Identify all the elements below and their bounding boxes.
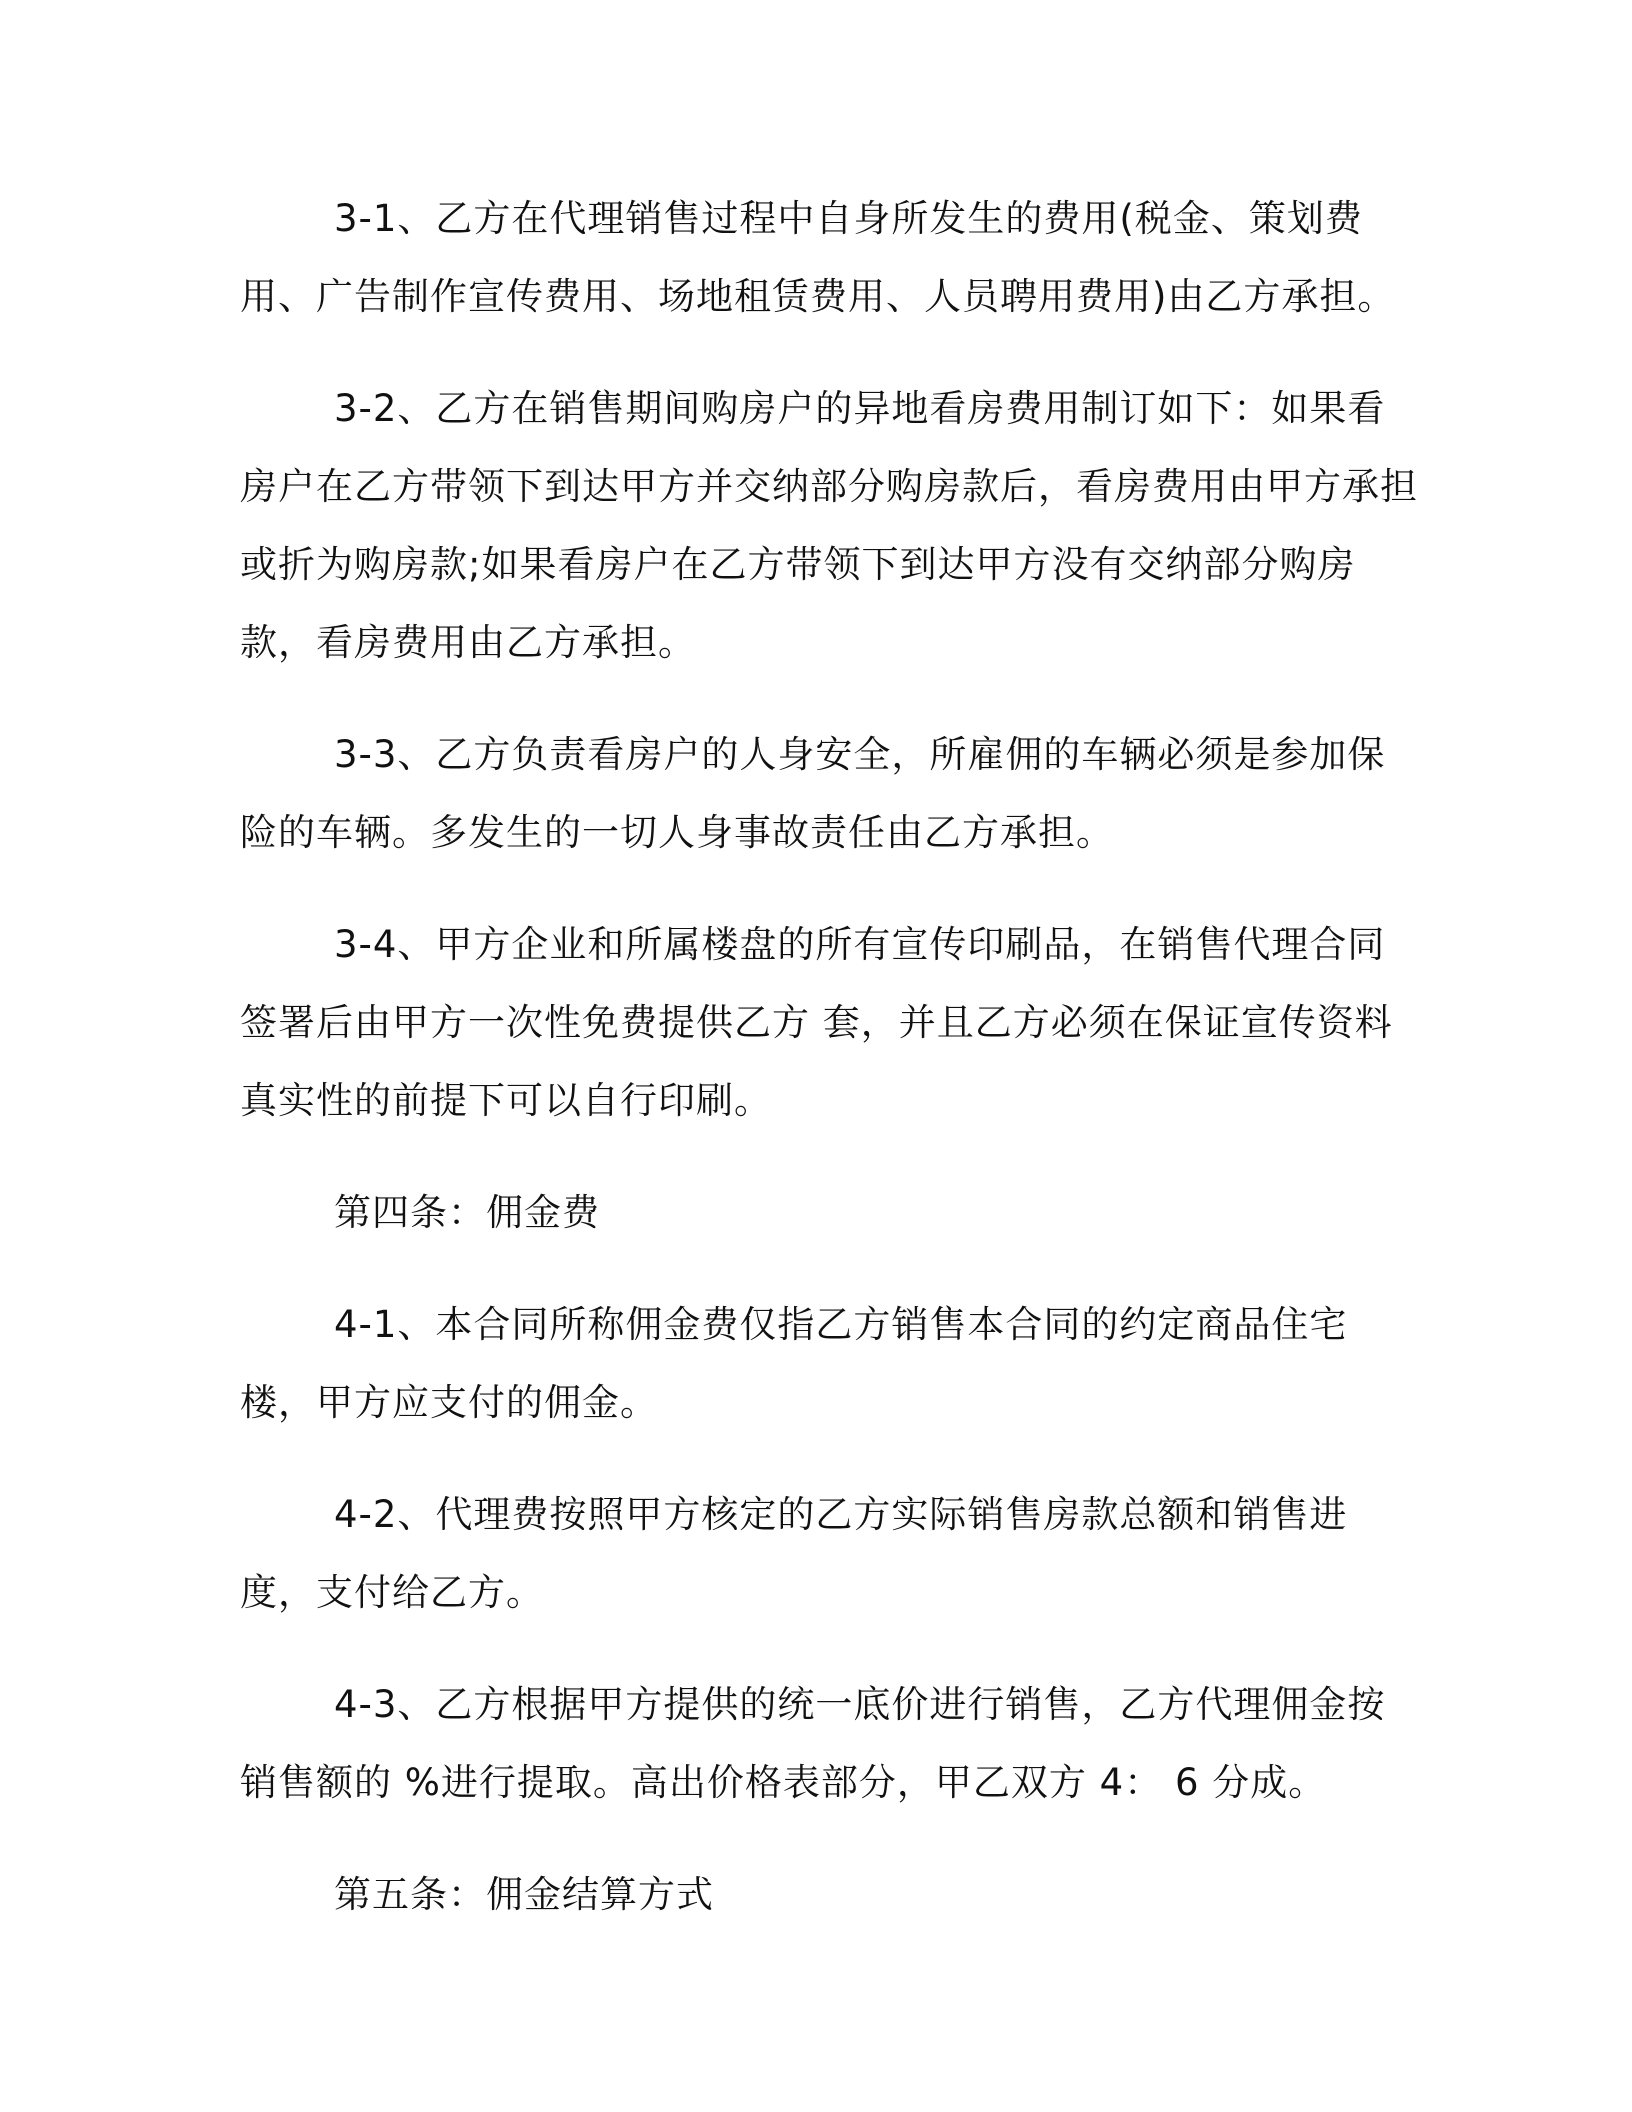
clause-3-1: 3-1、乙方在代理销售过程中自身所发生的费用(税金、策划费用、广告制作宣传费用、场地租赁费用、人员聘用费用)由乙方承担。 [240, 197, 1396, 318]
section-5-heading: 第五条：佣金结算方式 [334, 1873, 714, 1916]
clause-3-2: 3-2、乙方在销售期间购房户的异地看房费用制订如下：如果看房户在乙方带领下到达甲方并交纳部分购房款后，看房费用由甲方承担或折为购房款;如果看房户在乙方带领下到达甲方没有交纳部分购房款，看房费用由乙方承担。 [240, 387, 1418, 664]
clause-4-3: 4-3、乙方根据甲方提供的统一底价进行销售，乙方代理佣金按销售额的 %进行提取。高出价格表部分，甲乙双方 4： 6 分成。 [240, 1683, 1386, 1804]
clause-4-2: 4-2、代理费按照甲方核定的乙方实际销售房款总额和销售进度，支付给乙方。 [240, 1493, 1348, 1614]
clause-4-1: 4-1、本合同所称佣金费仅指乙方销售本合同的约定商品住宅楼，甲方应支付的佣金。 [240, 1303, 1348, 1424]
clause-3-4: 3-4、甲方企业和所属楼盘的所有宣传印刷品，在销售代理合同签署后由甲方一次性免费提供乙方 套，并且乙方必须在保证宣传资料真实性的前提下可以自行印刷。 [240, 923, 1393, 1122]
section-4-heading: 第四条：佣金费 [334, 1191, 600, 1234]
document-body [240, 180, 1420, 1968]
clause-3-3: 3-3、乙方负责看房户的人身安全，所雇佣的车辆必须是参加保险的车辆。多发生的一切人身事故责任由乙方承担。 [240, 733, 1386, 854]
